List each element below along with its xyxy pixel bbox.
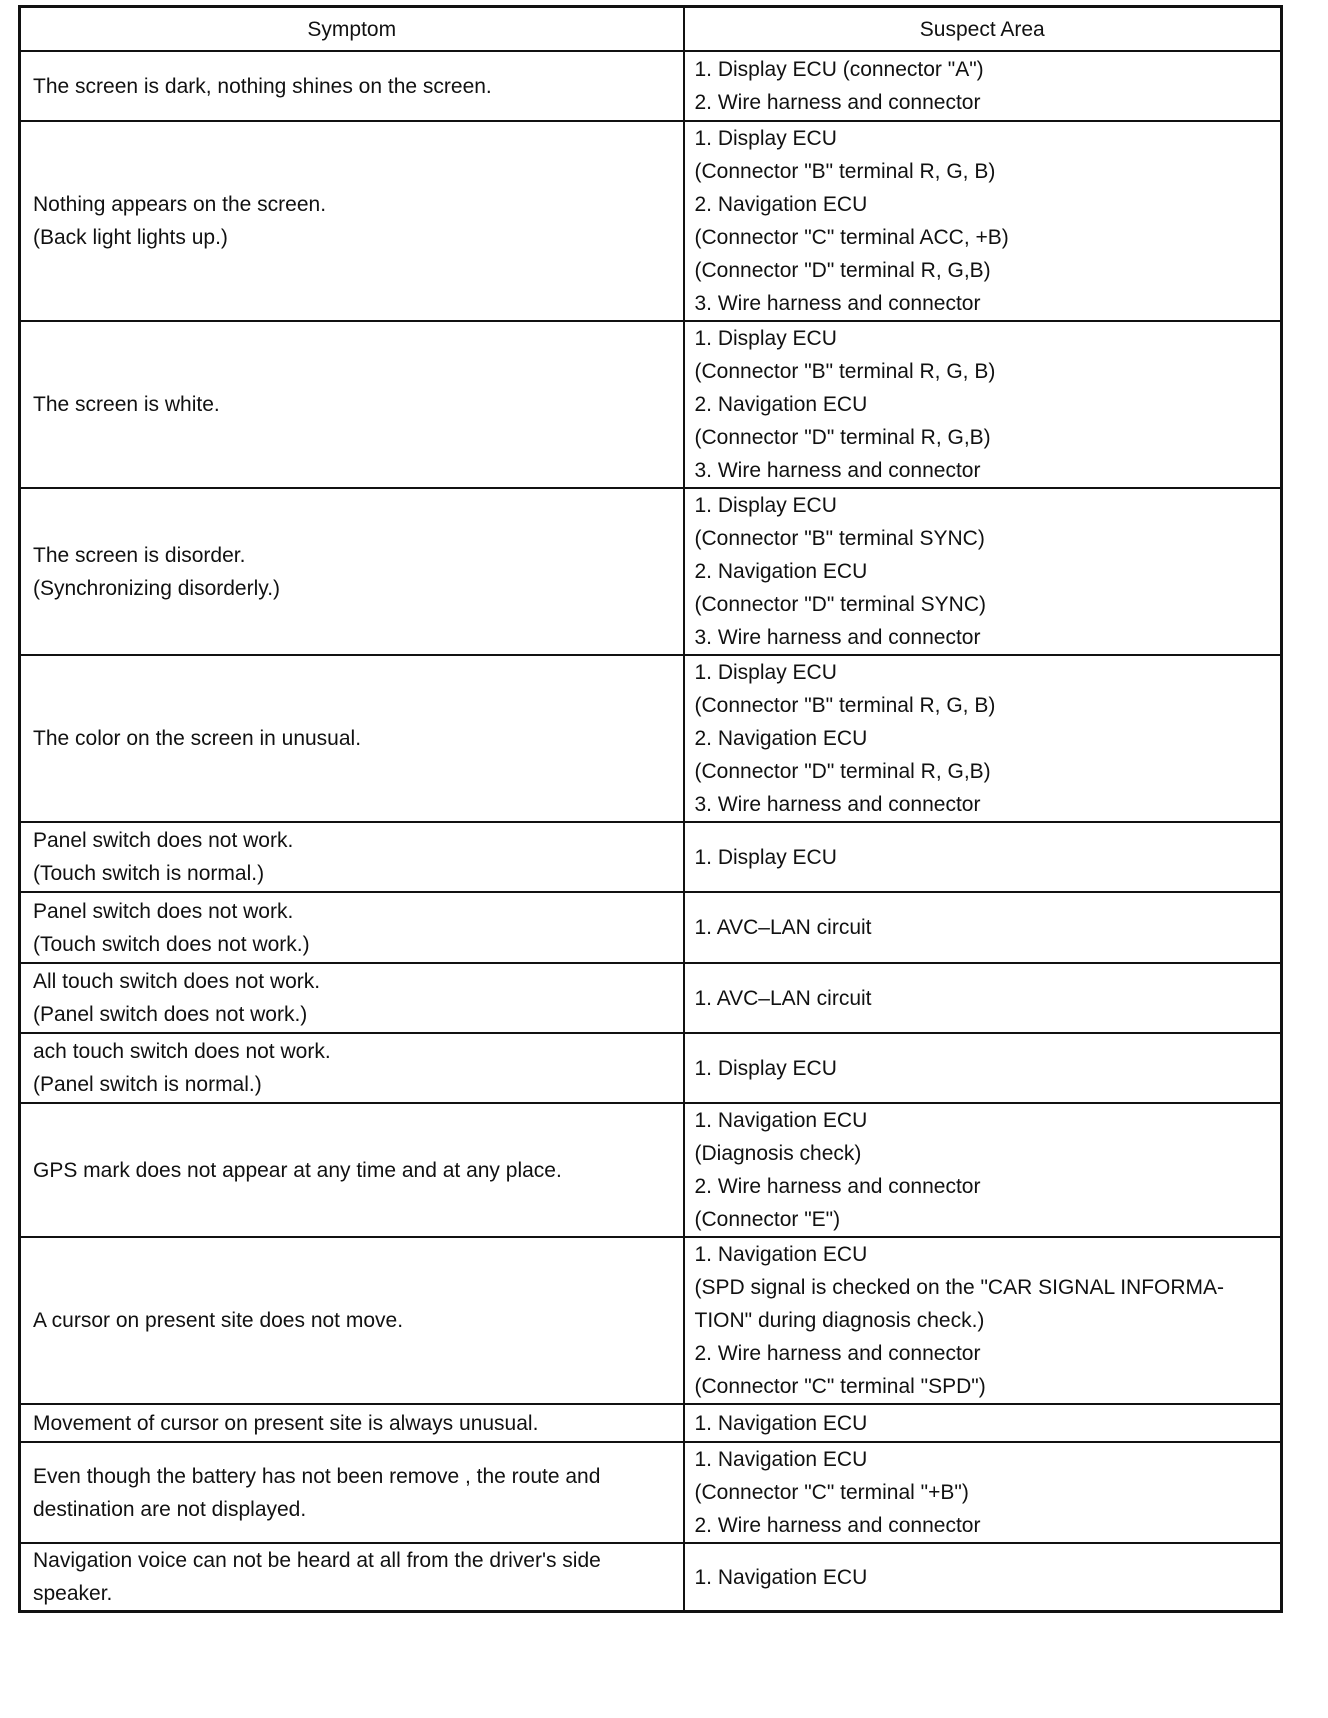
suspect-area-cell xyxy=(684,892,1282,963)
suspect-area-text: 2. Wire harness and connector xyxy=(694,1175,981,1198)
symptom-text: Even though the battery has not been remove , the route and xyxy=(33,1464,601,1488)
suspect-area-text: (Connector "D" terminal R, G,B) xyxy=(694,259,991,282)
table-header-row xyxy=(20,7,1282,52)
symptom-text: The screen is dark, nothing shines on the screen. xyxy=(33,74,492,98)
suspect-area-text: 2. Wire harness and connector xyxy=(694,91,981,114)
suspect-area-column-header: Suspect Area xyxy=(684,7,1282,52)
symptom-text: destination are not displayed. xyxy=(33,1497,307,1521)
suspect-area-text: 3. Wire harness and connector xyxy=(694,292,981,315)
suspect-area-text: (Connector "B" terminal R, G, B) xyxy=(694,160,996,183)
table-row xyxy=(20,488,1282,655)
table-row xyxy=(20,1543,1282,1612)
suspect-area-text: 1. Display ECU xyxy=(694,1056,837,1080)
symptom-cell xyxy=(20,1033,684,1103)
suspect-area-text: (Connector "E") xyxy=(694,1208,841,1231)
suspect-area-cell xyxy=(684,1404,1282,1442)
symptom-cell xyxy=(20,1404,684,1442)
suspect-area-cell xyxy=(684,1237,1282,1404)
symptom-text: Panel switch does not work. xyxy=(33,899,294,923)
suspect-area-text: (Connector "D" terminal SYNC) xyxy=(694,593,986,616)
suspect-area-text: 1. Display ECU xyxy=(694,845,837,869)
symptom-text: (Panel switch is normal.) xyxy=(33,1073,262,1096)
suspect-area-cell xyxy=(684,488,1282,655)
suspect-area-cell xyxy=(684,1103,1282,1237)
suspect-area-text: (Connector "B" terminal R, G, B) xyxy=(694,360,996,383)
symptom-cell xyxy=(20,963,684,1033)
table-row xyxy=(20,321,1282,488)
suspect-area-text: TION" during diagnosis check.) xyxy=(694,1309,985,1332)
suspect-area-text: 1. Display ECU xyxy=(694,127,837,150)
symptom-text: ach touch switch does not work. xyxy=(33,1040,331,1063)
symptom-cell xyxy=(20,655,684,822)
troubleshooting-table xyxy=(18,5,1283,1613)
suspect-area-cell xyxy=(684,963,1282,1033)
symptom-cell xyxy=(20,121,684,321)
suspect-area-text: 1. Navigation ECU xyxy=(694,1565,868,1589)
symptom-text: The screen is white. xyxy=(33,393,220,416)
table-row xyxy=(20,822,1282,892)
suspect-area-cell xyxy=(684,1543,1282,1612)
table-row xyxy=(20,121,1282,321)
table-row xyxy=(20,963,1282,1033)
symptom-cell xyxy=(20,1103,684,1237)
suspect-area-text: 1. Display ECU (connector "A") xyxy=(694,58,984,81)
symptom-cell xyxy=(20,822,684,892)
table-row xyxy=(20,892,1282,963)
suspect-area-cell xyxy=(684,51,1282,121)
suspect-area-cell xyxy=(684,655,1282,822)
suspect-area-cell xyxy=(684,822,1282,892)
suspect-area-text: (Connector "B" terminal SYNC) xyxy=(694,527,985,550)
suspect-area-text: 2. Wire harness and connector xyxy=(694,1342,981,1365)
symptom-cell xyxy=(20,51,684,121)
table-body xyxy=(20,51,1282,1612)
symptom-cell xyxy=(20,1543,684,1612)
symptom-text: Nothing appears on the screen. xyxy=(33,193,327,216)
table-row xyxy=(20,1103,1282,1237)
suspect-area-text: 3. Wire harness and connector xyxy=(694,626,981,649)
symptom-text: A cursor on present site does not move. xyxy=(33,1309,404,1332)
table-row xyxy=(20,51,1282,121)
symptom-column-header: Symptom xyxy=(20,7,684,52)
suspect-area-text: 2. Navigation ECU xyxy=(694,393,868,416)
suspect-area-text: 2. Wire harness and connector xyxy=(694,1514,981,1537)
suspect-area-text: (Connector "C" terminal ACC, +B) xyxy=(694,226,1009,249)
suspect-area-text: 1. Navigation ECU xyxy=(694,1243,868,1266)
symptom-text: (Panel switch does not work.) xyxy=(33,1003,308,1026)
symptom-text: (Synchronizing disorderly.) xyxy=(33,576,281,600)
symptom-text: Movement of cursor on present site is always unusual. xyxy=(33,1411,539,1435)
suspect-area-text: 1. Display ECU xyxy=(694,661,837,684)
suspect-area-text: (SPD signal is checked on the "CAR SIGNAL INFORMA- xyxy=(694,1276,1225,1299)
suspect-area-text: 2. Navigation ECU xyxy=(694,727,868,750)
troubleshooting-sheet xyxy=(18,5,1280,1613)
symptom-text: GPS mark does not appear at any time and at any place. xyxy=(33,1158,562,1182)
symptom-text: Navigation voice can not be heard at all from the driver's side xyxy=(33,1549,601,1572)
suspect-area-text: 1. Navigation ECU xyxy=(694,1448,868,1471)
suspect-area-text: 1. Display ECU xyxy=(694,327,837,350)
suspect-area-cell xyxy=(684,1442,1282,1543)
table-row xyxy=(20,655,1282,822)
suspect-area-text: 1. Navigation ECU xyxy=(694,1411,868,1435)
table-row xyxy=(20,1033,1282,1103)
symptom-text: Panel switch does not work. xyxy=(33,829,294,852)
symptom-cell xyxy=(20,1237,684,1404)
suspect-area-text: (Connector "D" terminal R, G,B) xyxy=(694,426,991,449)
symptom-text: The screen is disorder. xyxy=(33,543,246,567)
symptom-text: All touch switch does not work. xyxy=(33,970,321,993)
suspect-area-text: 1. AVC–LAN circuit xyxy=(694,986,872,1010)
table-row xyxy=(20,1404,1282,1442)
symptom-text: The color on the screen in unusual. xyxy=(33,727,362,750)
suspect-area-text: (Connector "C" terminal "+B") xyxy=(694,1481,969,1504)
suspect-area-text: 3. Wire harness and connector xyxy=(694,459,981,482)
table-row xyxy=(20,1237,1282,1404)
suspect-area-text: (Connector "B" terminal R, G, B) xyxy=(694,694,996,717)
suspect-area-text: 2. Navigation ECU xyxy=(694,560,868,583)
symptom-cell xyxy=(20,321,684,488)
suspect-area-cell xyxy=(684,321,1282,488)
suspect-area-cell xyxy=(684,1033,1282,1103)
suspect-area-text: 2. Navigation ECU xyxy=(694,193,868,216)
suspect-area-text: 3. Wire harness and connector xyxy=(694,793,981,816)
suspect-area-text: (Diagnosis check) xyxy=(694,1142,862,1165)
symptom-text: speaker. xyxy=(33,1582,113,1605)
suspect-area-text: 1. AVC–LAN circuit xyxy=(694,916,872,939)
symptom-text: (Back light lights up.) xyxy=(33,226,228,249)
symptom-cell xyxy=(20,892,684,963)
symptom-text: (Touch switch does not work.) xyxy=(33,932,310,956)
suspect-area-text: 1. Display ECU xyxy=(694,494,837,517)
suspect-area-cell xyxy=(684,121,1282,321)
table-row xyxy=(20,1442,1282,1543)
symptom-cell xyxy=(20,1442,684,1543)
suspect-area-text: (Connector "C" terminal "SPD") xyxy=(694,1375,986,1398)
symptom-cell xyxy=(20,488,684,655)
suspect-area-text: 1. Navigation ECU xyxy=(694,1109,868,1132)
suspect-area-text: (Connector "D" terminal R, G,B) xyxy=(694,760,991,783)
symptom-text: (Touch switch is normal.) xyxy=(33,862,265,885)
